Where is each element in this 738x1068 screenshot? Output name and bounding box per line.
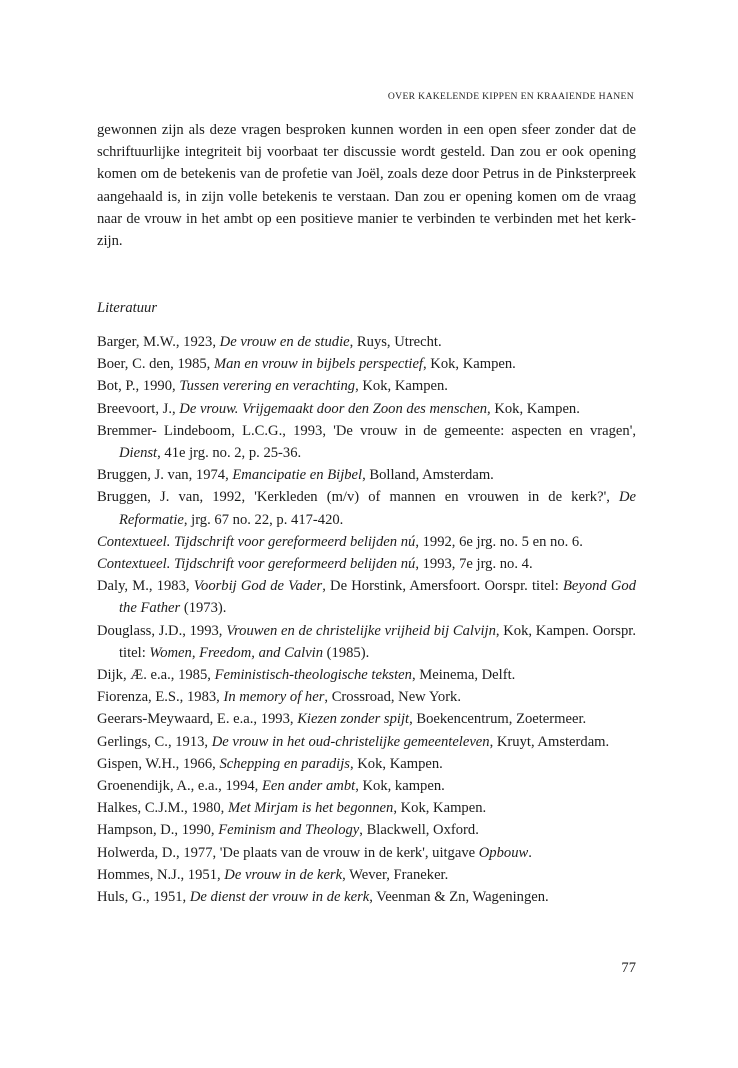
intro-paragraph: gewonnen zijn als deze vragen besproken kunnen worden in een open sfeer zonder dat de schriftuurlijke integriteit bij voorbaat ter discussie wordt gesteld. Dan zou er ook opening komen om de betekenis van de profetie van Joël, zoals deze door Petrus in de Pinksterpreek aangehaald is, in zijn volle betekenis te verstaan. Dan zou er opening komen om de vraag naar de vrouw in het ambt op een positieve manier te verbinden te verbinden met het kerk-zijn. (97, 122, 636, 250)
literature-heading: Literatuur (97, 300, 158, 316)
reference-entry: Daly, M., 1983, Voorbij God de Vader, De Horstink, Amersfoort. Oorspr. titel: Beyond God the Father (1973). (97, 578, 637, 617)
reference-entry: Halkes, C.J.M., 1980, Met Mirjam is het begonnen, Kok, Kampen. (97, 800, 487, 817)
reference-entry: Contextueel. Tijdschrift voor gereformeerd belijden nú, 1993, 7e jrg. no. 4. (97, 556, 533, 573)
reference-entry: Bot, P., 1990, Tussen verering en verachting, Kok, Kampen. (97, 378, 448, 395)
reference-entry: Fiorenza, E.S., 1983, In memory of her, Crossroad, New York. (97, 689, 462, 706)
reference-entry: Boer, C. den, 1985, Man en vrouw in bijbels perspectief, Kok, Kampen. (97, 356, 516, 373)
reference-entry: Huls, G., 1951, De dienst der vrouw in de kerk, Veenman & Zn, Wageningen. (97, 889, 549, 906)
reference-entry: Barger, M.W., 1923, De vrouw en de studie, Ruys, Utrecht. (97, 334, 442, 350)
reference-entry: Geerars-Meywaard, E. e.a., 1993, Kiezen zonder spijt, Boekencentrum, Zoetermeer. (97, 711, 587, 728)
reference-entry: Bremmer- Lindeboom, L.C.G., 1993, 'De vrouw in de gemeente: aspecten en vragen', Dienst, 41e jrg. no. 2, p. 25-36. (97, 422, 636, 462)
reference-entry: Breevoort, J., De vrouw. Vrijgemaakt door den Zoon des menschen, Kok, Kampen. (97, 400, 580, 417)
reference-entry: Holwerda, D., 1977, 'De plaats van de vrouw in de kerk', uitgave Opbouw. (97, 844, 532, 861)
running-header: OVER KAKELENDE KIPPEN EN KRAAIENDE HANEN (387, 91, 634, 102)
reference-entry: Bruggen, J. van, 1974, Emancipatie en Bijbel, Bolland, Amsterdam. (97, 467, 494, 484)
reference-entry: Bruggen, J. van, 1992, 'Kerkleden (m/v) of mannen en vrouwen in de kerk?', De Reformatie, jrg. 67 no. 22, p. 417-420. (97, 489, 636, 528)
reference-entry: Gispen, W.H., 1966, Schepping en paradijs, Kok, Kampen. (97, 755, 443, 772)
reference-entry: Hampson, D., 1990, Feminism and Theology, Blackwell, Oxford. (97, 822, 479, 839)
reference-entry: Groenendijk, A., e.a., 1994, Een ander ambt, Kok, kampen. (97, 778, 445, 795)
reference-entry: Dijk, Æ. e.a., 1985, Feministisch-theologische teksten, Meinema, Delft. (97, 667, 516, 684)
reference-list (97, 331, 636, 908)
reference-entry: Hommes, N.J., 1951, De vrouw in de kerk, Wever, Franeker. (97, 866, 449, 883)
reference-entry: Contextueel. Tijdschrift voor gereformeerd belijden nú, 1992, 6e jrg. no. 5 en no. 6. (97, 533, 583, 550)
reference-entry: Gerlings, C., 1913, De vrouw in het oud-christelijke gemeenteleven, Kruyt, Amsterdam. (97, 733, 610, 750)
reference-entry: Douglass, J.D., 1993, Vrouwen en de christelijke vrijheid bij Calvijn, Kok, Kampen. Oorspr. titel: Women, Freedom, and Calvin (1985). (97, 622, 636, 661)
page-number: 77 (621, 960, 636, 976)
